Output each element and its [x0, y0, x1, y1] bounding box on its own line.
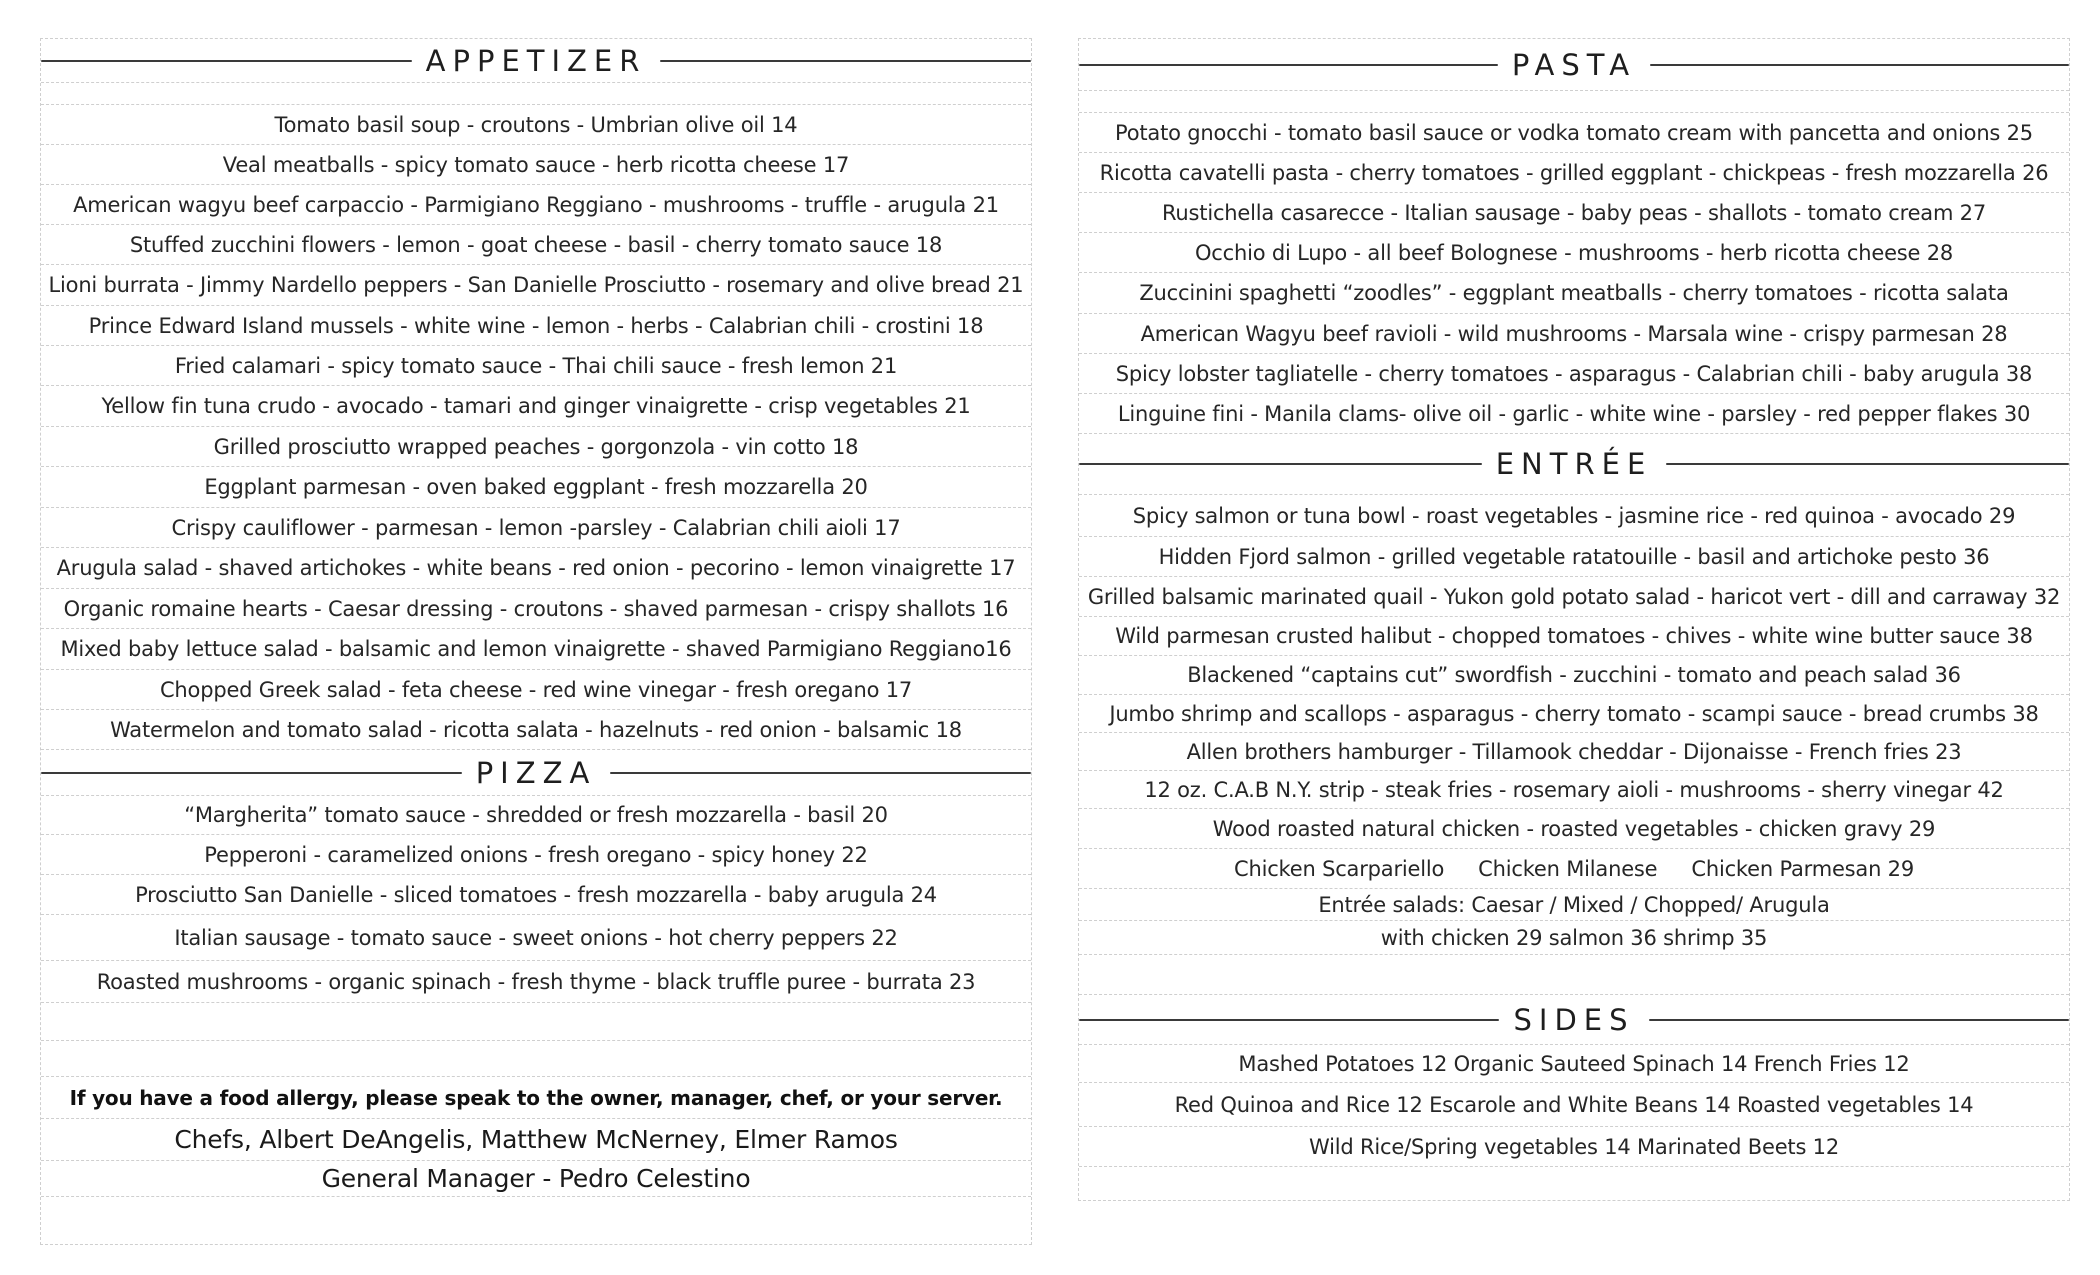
menu-item: Allen brothers hamburger - Tillamook cheddar - Dijonaisse - French fries 23 — [1079, 733, 2069, 771]
appetizer-heading — [41, 39, 1031, 83]
entree-salads-additions: with chicken 29 salmon 36 shrimp 35 — [1079, 921, 2069, 955]
menu-item: Roasted mushrooms - organic spinach - fresh thyme - black truffle puree - burrata 23 — [41, 961, 1031, 1003]
menu-item: Grilled prosciutto wrapped peaches - gorgonzola - vin cotto 18 — [41, 427, 1031, 467]
menu-item: American Wagyu beef ravioli - wild mushrooms - Marsala wine - crispy parmesan 28 — [1079, 314, 2069, 354]
menu-item: Crispy cauliflower - parmesan - lemon -parsley - Calabrian chili aioli 17 — [41, 508, 1031, 548]
menu-item: Rustichella casarecce - Italian sausage - baby peas - shallots - tomato cream 27 — [1079, 193, 2069, 233]
menu-item: Lioni burrata - Jimmy Nardello peppers - San Danielle Prosciutto - rosemary and olive bread 21 — [41, 265, 1031, 306]
menu-item: “Margherita” tomato sauce - shredded or fresh mozzarella - basil 20 — [41, 796, 1031, 835]
entree-heading — [1079, 434, 2069, 495]
spacer-row — [41, 1041, 1031, 1077]
spacer-row — [41, 83, 1031, 105]
heading-rule — [41, 60, 412, 62]
chicken-option: Chicken Scarpariello — [1234, 856, 1445, 881]
sides-line: Mashed Potatoes 12 Organic Sauteed Spinach 14 French Fries 12 — [1079, 1045, 2069, 1083]
menu-item: Pepperoni - caramelized onions - fresh oregano - spicy honey 22 — [41, 835, 1031, 875]
menu-item: 12 oz. C.A.B N.Y. strip - steak fries - rosemary aioli - mushrooms - sherry vinegar 42 — [1079, 771, 2069, 809]
entree-salads: Entrée salads: Caesar / Mixed / Chopped/ Arugula — [1079, 889, 2069, 921]
pizza-title: PIZZA — [475, 755, 597, 790]
sides-line: Red Quinoa and Rice 12 Escarole and White Beans 14 Roasted vegetables 14 — [1079, 1083, 2069, 1127]
menu-item: Organic romaine hearts - Caesar dressing - croutons - shaved parmesan - crispy shallots 16 — [41, 589, 1031, 629]
spacer-row — [41, 1003, 1031, 1041]
menu-item: Ricotta cavatelli pasta - cherry tomatoes - grilled eggplant - chickpeas - fresh mozzarella 26 — [1079, 153, 2069, 193]
entree-title: ENTRÉE — [1495, 447, 1653, 481]
menu-item: Prosciutto San Danielle - sliced tomatoes - fresh mozzarella - baby arugula 24 — [41, 875, 1031, 915]
spacer-row — [1079, 91, 2069, 113]
menu-item: Wild parmesan crusted halibut - chopped tomatoes - chives - white wine butter sauce 38 — [1079, 617, 2069, 656]
menu-item: Stuffed zucchini flowers - lemon - goat cheese - basil - cherry tomato sauce 18 — [41, 225, 1031, 265]
menu-item: Occhio di Lupo - all beef Bolognese - mushrooms - herb ricotta cheese 28 — [1079, 233, 2069, 273]
menu-item: Watermelon and tomato salad - ricotta salata - hazelnuts - red onion - balsamic 18 — [41, 710, 1031, 750]
menu-item: Linguine fini - Manila clams- olive oil - garlic - white wine - parsley - red pepper flakes 30 — [1079, 394, 2069, 434]
heading-rule — [1079, 1019, 1499, 1021]
menu-item: Spicy lobster tagliatelle - cherry tomatoes - asparagus - Calabrian chili - baby arugula 38 — [1079, 354, 2069, 394]
menu-item: Spicy salmon or tuna bowl - roast vegetables - jasmine rice - red quinoa - avocado 29 — [1079, 495, 2069, 537]
chicken-option: Chicken Milanese — [1478, 856, 1658, 881]
menu-item: Mixed baby lettuce salad - balsamic and lemon vinaigrette - shaved Parmigiano Reggiano16 — [41, 629, 1031, 670]
appetizer-title: APPETIZER — [425, 43, 647, 78]
menu-item: Italian sausage - tomato sauce - sweet onions - hot cherry peppers 22 — [41, 915, 1031, 961]
menu-item: Grilled balsamic marinated quail - Yukon gold potato salad - haricot vert - dill and carraway 32 — [1079, 577, 2069, 617]
menu-item: Arugula salad - shaved artichokes - white beans - red onion - pecorino - lemon vinaigrette 17 — [41, 548, 1031, 589]
spacer-row — [41, 1197, 1031, 1231]
spacer-row — [1079, 1167, 2069, 1203]
spacer-row — [1079, 955, 2069, 995]
heading-rule — [1649, 1019, 2069, 1021]
chicken-options-row — [1079, 849, 2069, 889]
menu-item: Veal meatballs - spicy tomato sauce - herb ricotta cheese 17 — [41, 145, 1031, 185]
pasta-heading — [1079, 39, 2069, 91]
heading-rule — [610, 772, 1031, 774]
menu-item: Blackened “captains cut” swordfish - zucchini - tomato and peach salad 36 — [1079, 656, 2069, 695]
sides-title: SIDES — [1513, 1002, 1635, 1037]
menu-item: Zuccinini spaghetti “zoodles” - eggplant meatballs - cherry tomatoes - ricotta salata — [1079, 273, 2069, 314]
menu-item: Potato gnocchi - tomato basil sauce or vodka tomato cream with pancetta and onions 25 — [1079, 113, 2069, 153]
chicken-option: Chicken Parmesan 29 — [1691, 856, 1914, 881]
sides-heading — [1079, 995, 2069, 1045]
menu-item: Jumbo shrimp and scallops - asparagus - cherry tomato - scampi sauce - bread crumbs 38 — [1079, 695, 2069, 733]
menu-item: Wood roasted natural chicken - roasted vegetables - chicken gravy 29 — [1079, 809, 2069, 849]
menu-item: Tomato basil soup - croutons - Umbrian olive oil 14 — [41, 105, 1031, 145]
heading-rule — [1666, 463, 2069, 465]
menu-item: Prince Edward Island mussels - white wine - lemon - herbs - Calabrian chili - crostini 18 — [41, 306, 1031, 346]
menu-item: Hidden Fjord salmon - grilled vegetable ratatouille - basil and artichoke pesto 36 — [1079, 537, 2069, 577]
menu-item: Fried calamari - spicy tomato sauce - Thai chili sauce - fresh lemon 21 — [41, 346, 1031, 386]
heading-rule — [660, 60, 1031, 62]
menu-item: Yellow fin tuna crudo - avocado - tamari and ginger vinaigrette - crisp vegetables 21 — [41, 386, 1031, 427]
right-menu-column — [1078, 38, 2070, 1201]
heading-rule — [1079, 463, 1482, 465]
left-menu-column — [40, 38, 1032, 1245]
pizza-heading — [41, 750, 1031, 796]
heading-rule — [1650, 64, 2069, 66]
chefs-credit: Chefs, Albert DeAngelis, Matthew McNerney, Elmer Ramos — [41, 1119, 1031, 1161]
allergy-notice: If you have a food allergy, please speak to the owner, manager, chef, or your server. — [41, 1077, 1031, 1119]
menu-item: Eggplant parmesan - oven baked eggplant - fresh mozzarella 20 — [41, 467, 1031, 508]
general-manager-credit: General Manager - Pedro Celestino — [41, 1161, 1031, 1197]
heading-rule — [41, 772, 462, 774]
heading-rule — [1079, 64, 1498, 66]
menu-item: Chopped Greek salad - feta cheese - red wine vinegar - fresh oregano 17 — [41, 670, 1031, 710]
sides-line: Wild Rice/Spring vegetables 14 Marinated Beets 12 — [1079, 1127, 2069, 1167]
pasta-title: PASTA — [1511, 47, 1637, 82]
menu-item: American wagyu beef carpaccio - Parmigiano Reggiano - mushrooms - truffle - arugula 21 — [41, 185, 1031, 225]
